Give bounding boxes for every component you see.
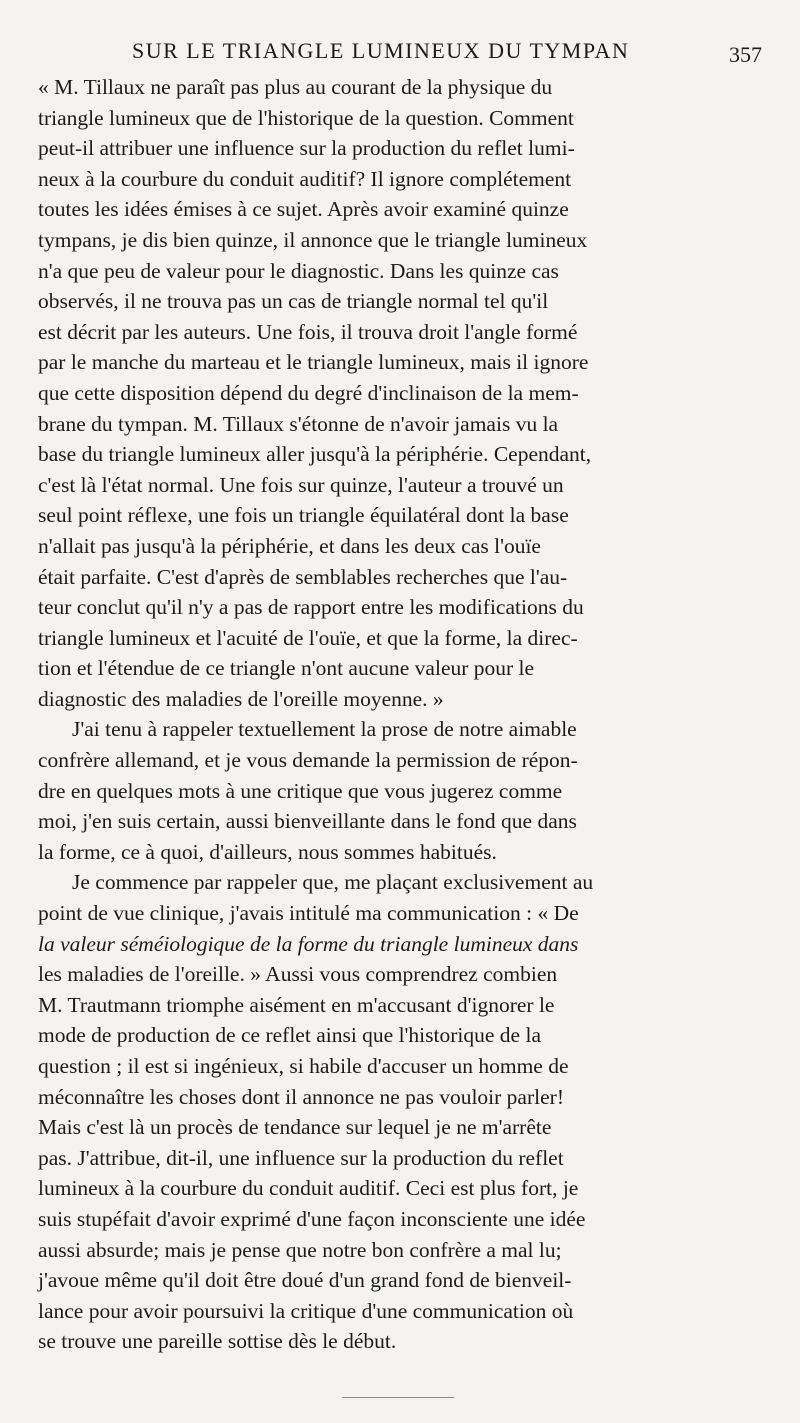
text-line: brane du tympan. M. Tillaux s'étonne de n'avoir jamais vu la [38,411,559,436]
text-line: neux à la courbure du conduit auditif? Il ignore complétement [38,166,572,191]
text-line: dre en quelques mots à une critique que vous jugerez comme [38,778,563,803]
text-line: « M. Tillaux ne paraît pas plus au courant de la physique du [38,75,553,99]
text-line: c'est là l'état normal. Une fois sur quinze, l'auteur a trouvé un [38,472,564,497]
text-line: Je commence par rappeler que, me plaçant exclusivement au [72,870,594,895]
text-line: triangle lumineux que de l'historique de la question. Comment [38,105,574,130]
text-line: j'avoue même qu'il doit être doué d'un grand fond de bienveil- [38,1268,572,1293]
text-line: suis stupéfait d'avoir exprimé d'une façon inconsciente une idée [38,1206,586,1231]
text-line: J'ai tenu à rappeler textuellement la prose de notre aimable [72,717,577,742]
text-line: lance pour avoir poursuivi la critique d'une communication où [38,1298,574,1323]
text-line: confrère allemand, et je vous demande la permission de répon- [38,748,578,773]
text-line: question ; il est si ingénieux, si habile d'accuser un homme de [38,1054,569,1078]
body-text [38,72,760,1357]
text-line: triangle lumineux et l'acuité de l'ouïe, et que la forme, la direc- [38,625,578,650]
text-line: mode de production de ce reflet ainsi que l'historique de la [38,1023,541,1048]
footer-rule [342,1397,454,1398]
text-line: tion et l'étendue de ce triangle n'ont aucune valeur pour le [38,656,535,681]
running-head-title: SUR LE TRIANGLE LUMINEUX DU TYMPAN [132,38,630,63]
text-line: diagnostic des maladies de l'oreille moyenne. » [38,686,444,711]
text-line: méconnaître les choses dont il annonce ne pas vouloir parler! [38,1084,564,1109]
text-line: était parfaite. C'est d'après de semblables recherches que l'au- [38,564,568,589]
text-line: la valeur séméiologique de la forme du triangle lumineux dans [38,931,579,956]
text-line: n'a que peu de valeur pour le diagnostic. Dans les quinze cas [38,258,559,283]
text-line: que cette disposition dépend du degré d'inclinaison de la mem- [38,380,579,405]
text-line: base du triangle lumineux aller jusqu'à la périphérie. Cependant, [38,442,592,467]
text-line: par le manche du marteau et le triangle lumineux, mais il ignore [38,350,589,375]
text-line: n'allait pas jusqu'à la périphérie, et dans les deux cas l'ouïe [38,533,541,558]
text-line: Mais c'est là un procès de tendance sur lequel je ne m'arrête [38,1115,552,1140]
page-number: 357 [729,42,762,67]
text-line: moi, j'en suis certain, aussi bienveillante dans le fond que dans [38,809,577,834]
text-line: teur conclut qu'il n'y a pas de rapport entre les modifications du [38,595,584,620]
text-line: seul point réflexe, une fois un triangle équilatéral dont la base [38,503,569,528]
text-line: les maladies de l'oreille. » Aussi vous comprendrez combien [38,962,558,987]
text-line: lumineux à la courbure du conduit auditif. Ceci est plus fort, je [38,1176,579,1201]
text-line: la forme, ce à quoi, d'ailleurs, nous sommes habitués. [38,839,497,864]
text-line: toutes les idées émises à ce sujet. Après avoir examiné quinze [38,197,569,222]
text-line: est décrit par les auteurs. Une fois, il trouva droit l'angle formé [38,319,578,344]
text-line: tympans, je dis bien quinze, il annonce que le triangle lumineux [38,227,588,252]
text-line: observés, il ne trouva pas un cas de triangle normal tel qu'il [38,289,549,314]
text-line: M. Trautmann triomphe aisément en m'accusant d'ignorer le [38,992,555,1017]
text-line: se trouve une pareille sottise dès le début. [38,1329,397,1354]
text-line: pas. J'attribue, dit-il, une influence sur la production du reflet [38,1145,564,1170]
text-line: point de vue clinique, j'avais intitulé ma communication : « De [38,901,579,926]
running-head [0,38,800,72]
text-line: aussi absurde; mais je pense que notre bon confrère a mal lu; [38,1237,562,1262]
text-line: peut-il attribuer une influence sur la production du reflet lumi- [38,136,575,161]
